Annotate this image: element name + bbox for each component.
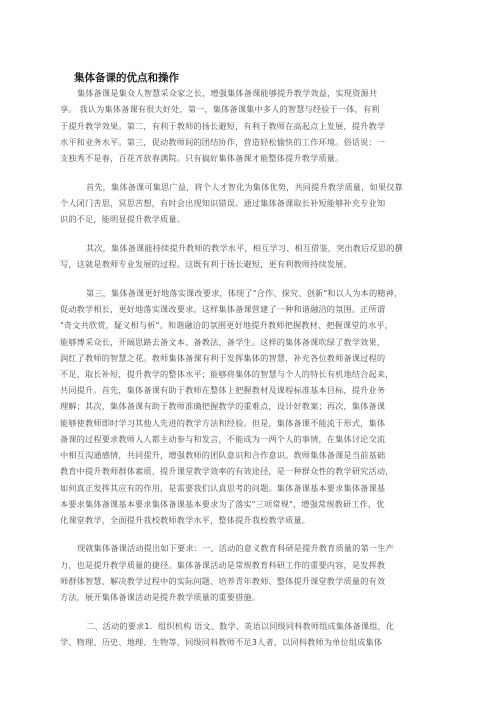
paragraph-line: 理解；其次，集体备课有助于教师准确把握教学的重难点，设计好教案；再次，集体备课 [60, 401, 386, 411]
paragraph-line: "奇文共欣赏，疑义相与析"。和谐融洽的氛围更好地提升教师把握教材、把握课堂的水平， [60, 320, 393, 330]
paragraph-line: 个人闭门苦思，冥思苦想，有时会出现知识错误。通过集体备课取长补短能够补充专业知 [60, 198, 386, 208]
paragraph-line: 能够博采众长，开阔思路去备文本、备教法、备学生。这样的集体备课吹绿了教学效果， [60, 337, 386, 347]
paragraph-line: 师群体智慧、解决教学过程中的实际问题、培养青年教师、整体提升课堂教学质量的有效 [60, 576, 386, 586]
paragraph-line: 化课堂教学，全面提升我校教师教学水平，整体提升我校教学质量。 [60, 515, 311, 525]
paragraph-line: 中相互沟通感情，共同提升，增强教师的团队意识和合作意识。教师集体备课是当前基础 [60, 450, 386, 460]
paragraph-line: 集体备课是集众人智慧采众家之长，增强集体备课能够提升教学效益，实现资源共 [77, 88, 378, 98]
paragraph-line: 共同提升。首先，集体备课有助于教师在整体上把握教材及课程标准基本目标，提升业务 [60, 385, 386, 395]
document-title: 集体备课的优点和操作 [74, 72, 179, 84]
paragraph-line: 第三，集体备课更好地落实课改要求，体现了"合作、探究、创新"和以人为本的精神， [86, 288, 403, 298]
paragraph-line: 本要求集体备课基本要求集体备课基本要求为了落实"三项常规"，增强常规教研工作，优 [60, 499, 385, 509]
paragraph-line: 首先，集体备课可集思广益，将个人才智化为集体优势，共同提升教学质量，如果仅靠 [86, 182, 403, 192]
paragraph-line: 写，这就是教师专业发展的过程。这既有利于扬长避短，更有利教师持续发展。 [60, 259, 352, 269]
paragraph-line: 润红了教师的智慧之花。教师集体备课有利于发挥集体的智慧，补充各位教师备课过程的 [60, 353, 386, 363]
paragraph-line: 力，也是提升教学质量的捷径。集体备课活动是常规教育科研工作的重要内容，是发挥教 [60, 560, 386, 570]
paragraph-line: 备课的过程要求教师人人都主动参与和发言，不能成为一两个人的事情，在集体讨论交流 [60, 434, 386, 444]
paragraph-line: 不足，取长补短，提升教学的整体水平；能够将集体的智慧与个人的特长有机地结合起来， [60, 369, 394, 379]
paragraph-line: 于提升教学效果。第二，有利于教师的扬长避短，有利于教师在高起点上发展，提升教学 [60, 121, 386, 131]
paragraph-line: 如何真正发挥其应有的作用，是需要我们认真思考的问题。集体备课基本要求集体备课基 [60, 483, 386, 493]
paragraph-line: 方法，展开集体备课活动是提升教学质量的重要措施。 [60, 592, 261, 602]
paragraph-line: 促动教学相长，更好地落实课改要求。这样集体备课营建了一种和谐融洽的氛围。正所谓 [60, 304, 386, 314]
paragraph-line: 二、活动的要求1．组织机构 语文、数学、英语以同级同科教师组成集体备课组，化 [86, 621, 395, 631]
paragraph-line: 现就集体备课活动提出如下要求：一、活动的意义教育科研是提升教育质量的第一生产 [77, 543, 394, 553]
paragraph-line: 其次，集体备课能持续提升教师的教学水平，相互学习、相互借鉴，突出教后反思的撰 [86, 243, 403, 253]
paragraph-line: 水平和业务水平。第三，促动教师间的团结协作，营造轻松愉快的工作环境。俗话说：一 [60, 137, 386, 147]
paragraph-line: 识的不足，能明显提升教学质量。 [60, 214, 186, 224]
paragraph-line: 教育中提升教师群体素质、提升课堂教学效率的有效途径，是一种群众性的教学研究活动， [60, 466, 394, 476]
paragraph-line: 支独秀不是春，百花齐放春满院。只有搞好集体备课才能整体提升教学质量。 [60, 153, 344, 163]
paragraph-line: 享。 我认为集体备课有很大好处，第一，集体备课集中多人的智慧与经验于一体，有利 [60, 104, 380, 114]
paragraph-line: 学、物理、历史、地理、生物等，同级同科教师不足3人者，以同科教师为单位组成集体 [60, 637, 383, 647]
paragraph-line: 能够使教师即时学习其他人先进的教学方法和经验。但是，集体备课不能流于形式，集体 [60, 418, 386, 428]
